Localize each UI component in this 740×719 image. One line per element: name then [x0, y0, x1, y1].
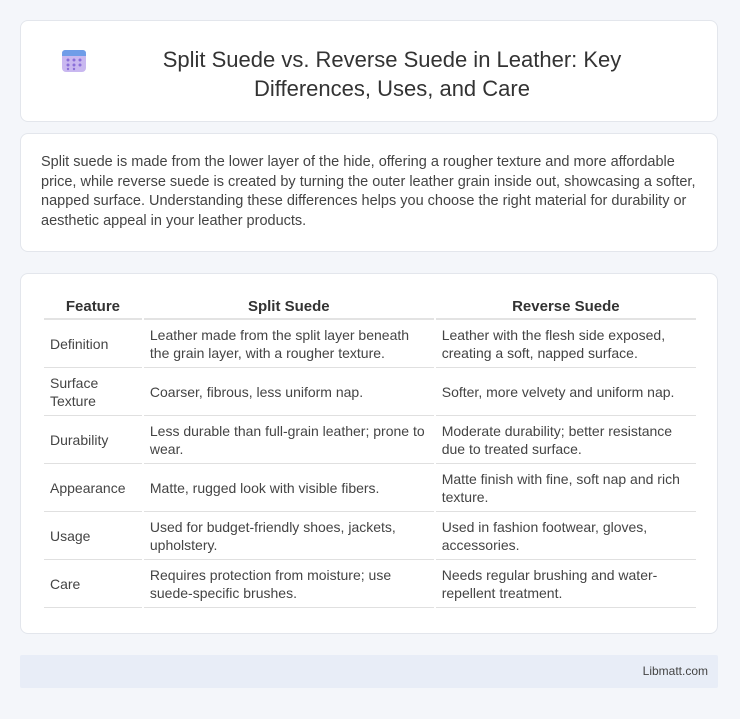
- reverse-suede-cell: Softer, more velvety and uniform nap.: [436, 368, 696, 416]
- reverse-suede-cell: Needs regular brushing and water-repellent treatment.: [436, 560, 696, 608]
- reverse-suede-cell: Matte finish with fine, soft nap and rich texture.: [436, 464, 696, 512]
- table-row: [44, 416, 696, 464]
- table-row: [44, 320, 696, 368]
- page-title: Split Suede vs. Reverse Suede in Leather: Key Differences, Uses, and Care: [162, 47, 622, 101]
- feature-cell: Surface Texture: [44, 368, 142, 416]
- feature-cell: Definition: [44, 320, 142, 368]
- split-suede-cell: Matte, rugged look with visible fibers.: [144, 464, 434, 512]
- table-header-row: [44, 294, 696, 320]
- header-feature: Feature: [44, 294, 142, 320]
- split-suede-cell: Less durable than full-grain leather; prone to wear.: [144, 416, 434, 464]
- reverse-suede-cell: Moderate durability; better resistance due to treated surface.: [436, 416, 696, 464]
- reverse-suede-cell: Leather with the flesh side exposed, creating a soft, napped surface.: [436, 320, 696, 368]
- footer-site-link[interactable]: Libmatt.com: [642, 664, 708, 678]
- title-row: [21, 21, 717, 103]
- split-suede-cell: Requires protection from moisture; use suede-specific brushes.: [144, 560, 434, 608]
- intro-card: [20, 133, 718, 252]
- title-card: [20, 20, 718, 122]
- comparison-card: [20, 273, 718, 634]
- header-split-suede: Split Suede: [144, 294, 434, 320]
- feature-cell: Durability: [44, 416, 142, 464]
- intro-paragraph: Split suede is made from the lower layer of the hide, offering a rougher texture and more affordable price, while reverse suede is created by turning the outer leather grain inside out, showcasing a softer, napped surface. Understanding these differences helps you choose the right material for durability or aesthetic appeal in your leather products.: [41, 154, 696, 229]
- comparison-table: [42, 294, 698, 608]
- table-row: [44, 560, 696, 608]
- calendar-icon: [61, 47, 87, 73]
- header-reverse-suede: Reverse Suede: [436, 294, 696, 320]
- reverse-suede-cell: Used in fashion footwear, gloves, accessories.: [436, 512, 696, 560]
- table-row: [44, 368, 696, 416]
- feature-cell: Usage: [44, 512, 142, 560]
- split-suede-cell: Coarser, fibrous, less uniform nap.: [144, 368, 434, 416]
- split-suede-cell: Leather made from the split layer beneath the grain layer, with a rougher texture.: [144, 320, 434, 368]
- feature-cell: Care: [44, 560, 142, 608]
- footer-bar: [20, 655, 718, 688]
- split-suede-cell: Used for budget-friendly shoes, jackets, upholstery.: [144, 512, 434, 560]
- table-row: [44, 464, 696, 512]
- table-row: [44, 512, 696, 560]
- feature-cell: Appearance: [44, 464, 142, 512]
